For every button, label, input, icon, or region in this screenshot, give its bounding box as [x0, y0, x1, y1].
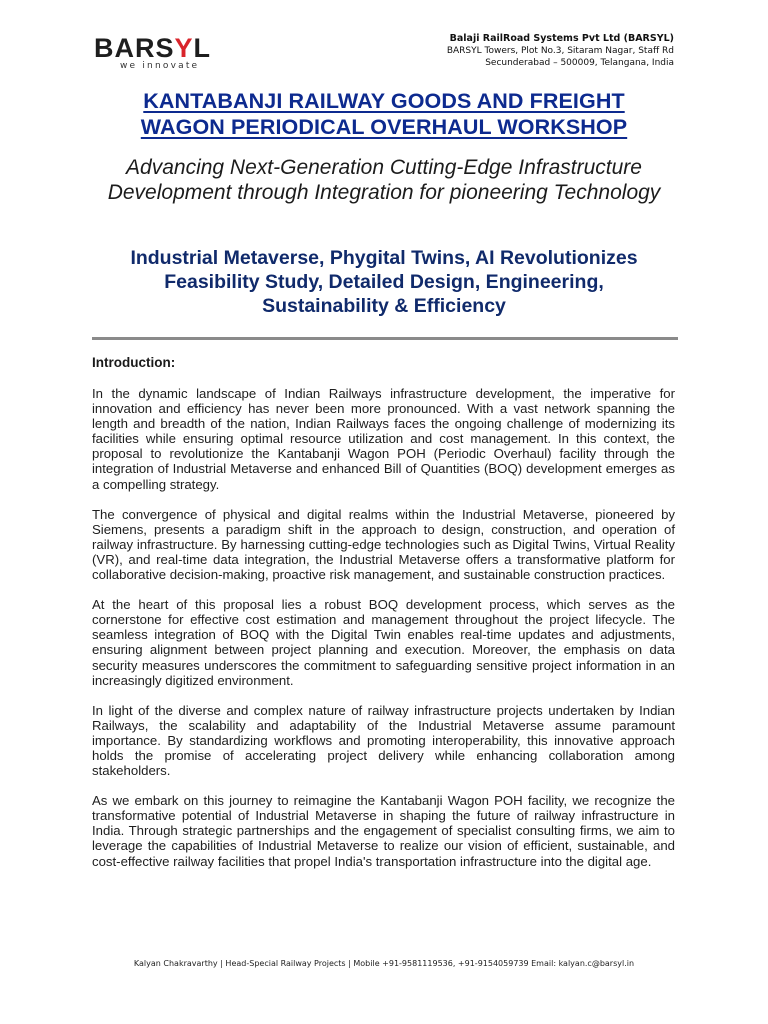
- paragraph: In light of the diverse and complex nature of railway infrastructure projects undertaken by Indian Railways, the scalability and adaptability of the Industrial Metaverse assume paramount importance. By standardizing workflows and promoting interoperability, this innovative approach holds the promise of accelerating project delivery while enhancing collaboration among stakeholders.: [92, 702, 675, 779]
- company-address-line2: Secunderabad – 500009, Telangana, India: [485, 58, 674, 68]
- title-line1: KANTABANJI RAILWAY GOODS AND FREIGHT: [143, 89, 625, 113]
- logo-tagline: we innovate: [120, 61, 200, 71]
- intro-heading: Introduction:: [92, 355, 176, 370]
- company-address-line1: BARSYL Towers, Plot No.3, Sitaram Nagar, Staff Rd: [446, 46, 674, 56]
- logo-wordmark: BARSYL: [94, 33, 212, 63]
- document-subtitle: Advancing Next-Generation Cutting-Edge Infrastructure Development through Integration for pioneering Technology: [107, 156, 661, 204]
- paragraph: The convergence of physical and digital realms within the Industrial Metaverse, pioneered by Siemens, presents a paradigm shift in the approach to design, construction, and operation of railway infrastructure. By harnessing cutting-edge technologies such as Digital Twins, Virtual Reality (VR), and real-time data integration, the Industrial Metaverse offers a transformative platform for collaborative decision-making, proactive risk management, and sustainable construction practices.: [92, 506, 675, 583]
- company-address-block: [447, 33, 674, 69]
- paragraph: At the heart of this proposal lies a robust BOQ development process, which serves as the cornerstone for effective cost estimation and management throughout the project lifecycle. The seamless integration of BOQ with the Digital Twin enables real-time updates and adjustments, ensuring alignment between project planning and execution. Moreover, the emphasis on data security measures underscores the commitment to safeguarding sensitive project information in an increasingly digitized environment.: [92, 597, 675, 688]
- barsyl-logo: [94, 34, 244, 74]
- section-divider: [92, 337, 678, 340]
- paragraph: In the dynamic landscape of Indian Railways infrastructure development, the imperative for innovation and efficiency has never been more pronounced. With a vast network spanning the length and breadth of the nation, Indian Railways faces the ongoing challenge of modernizing its facilities while ensuring optimal resource utilization and cost management. In this context, the proposal to revolutionize the Kantabanji Wagon POH (Periodic Overhaul) facility through the integration of Industrial Metaverse and enhanced Bill of Quantities (BOQ) development emerges as a compelling strategy.: [92, 386, 675, 492]
- document-title: [84, 88, 684, 140]
- page-footer: Kalyan Chakravarthy | Head-Special Railway Projects | Mobile +91-9581119536, +91-9154059739 Email: kalyan.c@barsyl.in: [133, 959, 635, 968]
- page-header: [0, 0, 768, 80]
- intro-body: [92, 386, 675, 884]
- document-tagline: [84, 246, 684, 318]
- title-line2: WAGON PERIODICAL OVERHAUL WORKSHOP: [140, 115, 628, 139]
- tagline-line3: Sustainability & Efficiency: [262, 295, 506, 317]
- tagline-line2: Feasibility Study, Detailed Design, Engineering,: [164, 271, 604, 293]
- paragraph: As we embark on this journey to reimagine the Kantabanji Wagon POH facility, we recognize the transformative potential of Industrial Metaverse in shaping the future of railway infrastructure in India. Through strategic partnerships and the engagement of specialist consulting firms, we aim to leverage the capabilities of Industrial Metaverse to realize our vision of efficient, sustainable, and cost-effective railway facilities that propel India's transportation infrastructure into the digital age.: [92, 793, 675, 869]
- tagline-line1: Industrial Metaverse, Phygital Twins, AI Revolutionizes: [130, 247, 638, 269]
- company-name: Balaji RailRoad Systems Pvt Ltd (BARSYL): [449, 33, 674, 44]
